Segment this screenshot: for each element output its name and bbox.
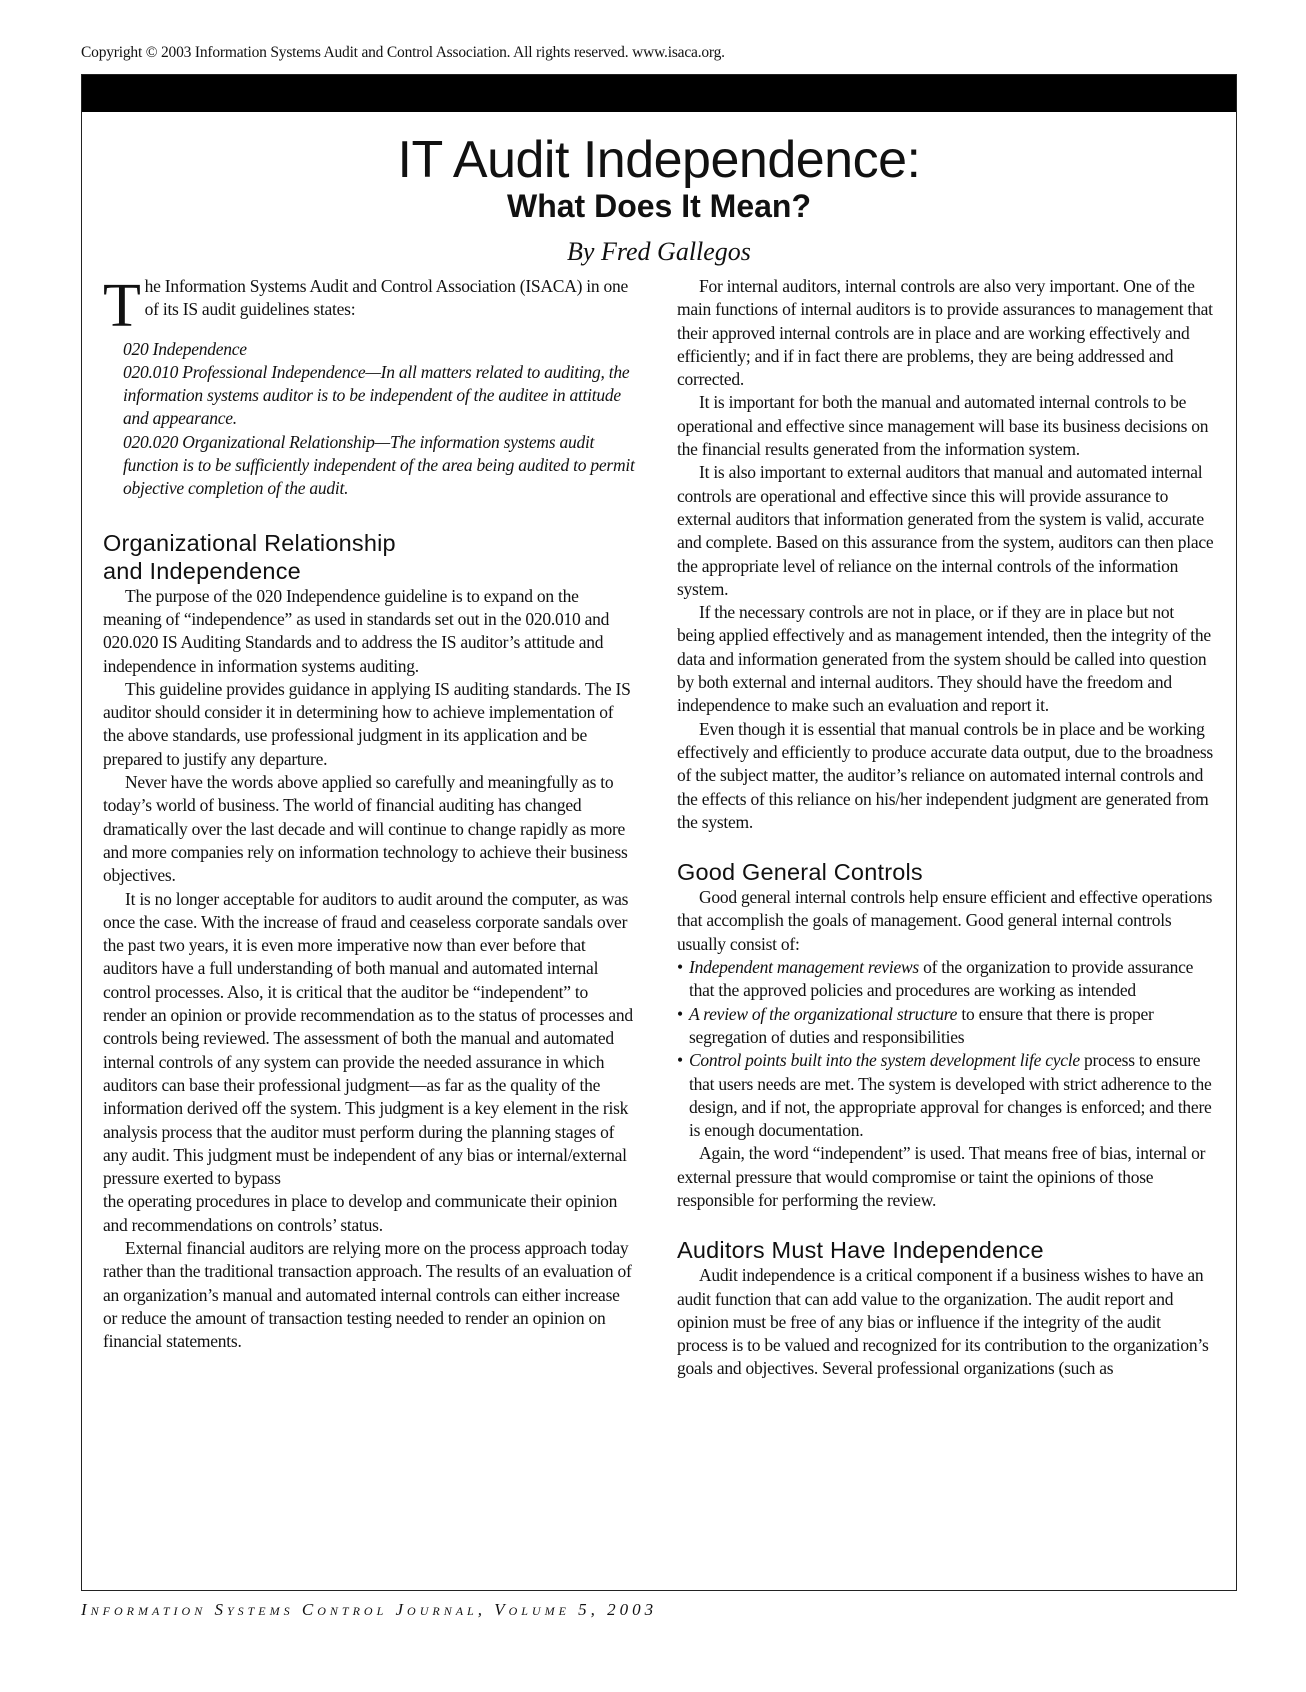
intro-paragraph — [103, 272, 635, 340]
paragraph: Even though it is essential that manual controls be in place and be working effectively and efficiently to produce accurate data output, due to the broadness of the subject matter, the auditor’s reliance on automated internal controls and the effects of this reliance on his/her independent judgment are generated from the system. — [677, 718, 1213, 832]
paragraph: Again, the word “independent” is used. That means free of bias, internal or external pressure that would compromise or taint the opinions of those responsible for performing the review. — [677, 1143, 1206, 1210]
list-item — [677, 1003, 1214, 1050]
paragraph: The purpose of the 020 Independence guideline is to expand on the meaning of “independence” as used in standards set out in the 020.010 and 020.020 IS Auditing Standards and to address the IS auditor’s attitude and independence in information systems auditing. — [103, 585, 610, 676]
list-item-text: to ensure that there is proper segregation of duties and responsibilities — [689, 1003, 1154, 1047]
left-column — [103, 272, 635, 1353]
guideline-line-1: 020 Independence — [123, 338, 247, 359]
drop-cap: T — [103, 272, 141, 340]
paragraph: It is also important to external auditors that manual and automated internal controls are operational and effective since this will provide assurance to external auditors that information generated from the system is valid, accurate and complete. Based on this assurance from the system, auditors can then place the appropriate level of reliance on the internal controls of the information system. — [677, 462, 1214, 599]
paragraph: For internal auditors, internal controls are also very important. One of the main functions of internal auditors is to provide assurances to management that their approved internal controls are in place and are working effectively and efficiently; and if in fact there are problems, they are being addressed and corrected. — [677, 276, 1213, 390]
guideline-line-3: 020.020 Organizational Relationship—The information systems audit function is to be sufficiently independent of the area being audited to permit objective completion of the audit. — [123, 431, 635, 499]
list-item-emphasis: Control points built into the system development life cycle — [689, 1050, 1080, 1071]
copyright-notice: Copyright © 2003 Information Systems Audit and Control Association. All rights reserved. www.isaca.org. — [81, 44, 725, 61]
article-title: IT Audit Independence: — [397, 131, 921, 189]
heading-line-2: and Independence — [103, 557, 301, 584]
guideline-quote — [123, 338, 635, 501]
paragraph: It is important for both the manual and automated internal controls to be operational and effective since management will base its business decisions on the financial results generated from the information system. — [677, 392, 1209, 460]
byline: By Fred Gallegos — [567, 237, 751, 266]
article-frame — [81, 74, 1237, 1591]
section-heading-auditors: Auditors Must Have Independence — [677, 1237, 1044, 1264]
paragraph: This guideline provides guidance in applying IS auditing standards. The IS auditor should consider it in determining how to achieve implementation of the above standards, use professional judgment in its application and be prepared to justify any departure. — [103, 678, 631, 769]
right-column — [677, 275, 1214, 1381]
paragraph: Never have the words above applied so carefully and meaningfully as to today’s world of business. The world of financial auditing has changed dramatically over the last decade and will continue to change rapidly as more and more companies rely on information technology to achieve their business objectives. — [103, 772, 628, 886]
guideline-line-2: 020.010 Professional Independence—In all matters related to auditing, the information systems auditor is to be independent of the auditee in attitude and appearance. — [123, 361, 630, 429]
paragraph: If the necessary controls are not in place, or if they are in place but not being applied effectively and as management intended, then the integrity of the data and information generated from the system should be called into question by both external and internal auditors. They should have the freedom and independence to make such an evaluation and report it. — [677, 602, 1211, 716]
list-item — [677, 956, 1214, 1003]
list-item-text: of the organization to provide assurance that the approved policies and procedures are working as intended — [689, 957, 1194, 1001]
section-heading-organizational — [103, 529, 635, 585]
paragraph: It is no longer acceptable for auditors to audit around the computer, as was once the case. With the increase of fraud and ceaseless corporate sandals over the past two years, it is even more imperative now than ever before that auditors have a full understanding of both manual and automated internal control processes. Also, it is critical that the auditor be “independent” to render an opinion or provide recommendation as to the status of processes and controls being reviewed. The assessment of both the manual and automated internal controls of any system can provide the needed assurance in which auditors can base their professional judgment—as far as the quality of the information derived off the system. This judgment is a key element in the risk analysis process that the auditor must perform during the planning stages of any audit. This judgment must be independent of any bias or internal/external pressure exerted to bypass — [103, 888, 633, 1189]
paragraph: Good general internal controls help ensure efficient and effective operations that accomplish the goals of management. Good general internal controls usually consist of: — [677, 887, 1213, 954]
paragraph: Audit independence is a critical component if a business wishes to have an audit function that can add value to the organization. The audit report and opinion must be free of any bias or influence if the integrity of the audit process is to be valued and recognized for its contribution to the organization’s goals and objectives. Several professional organizations (such as — [677, 1265, 1209, 1379]
controls-list — [677, 956, 1214, 1142]
paragraph-continuation: the operating procedures in place to develop and communicate their opinion and recommendations on controls’ status. — [103, 1191, 618, 1235]
paragraph: External financial auditors are relying more on the process approach today rather than the traditional transaction approach. The results of an evaluation of an organization’s manual and automated internal controls can either increase or reduce the amount of transaction testing needed to render an opinion on financial statements. — [103, 1237, 632, 1352]
article-subtitle: What Does It Mean? — [506, 188, 811, 224]
list-item-emphasis: A review of the organizational structure — [689, 1003, 958, 1024]
intro-text: he Information Systems Audit and Control Association (ISACA) in one of its IS audit guidelines states: — [144, 276, 629, 320]
section-heading-controls: Good General Controls — [677, 859, 923, 886]
list-item-text: process to ensure that users needs are met. The system is developed with strict adherence to the design, and if not, the appropriate approval for changes is enforced; and there is enough documentation. — [689, 1050, 1212, 1141]
heading-line-1: Organizational Relationship — [103, 529, 396, 556]
list-item — [677, 1049, 1214, 1142]
journal-footer: Information Systems Control Journal, Volume 5, 2003 — [81, 1600, 658, 1619]
list-item-emphasis: Independent management reviews — [689, 957, 919, 978]
header-bar — [82, 75, 1236, 112]
